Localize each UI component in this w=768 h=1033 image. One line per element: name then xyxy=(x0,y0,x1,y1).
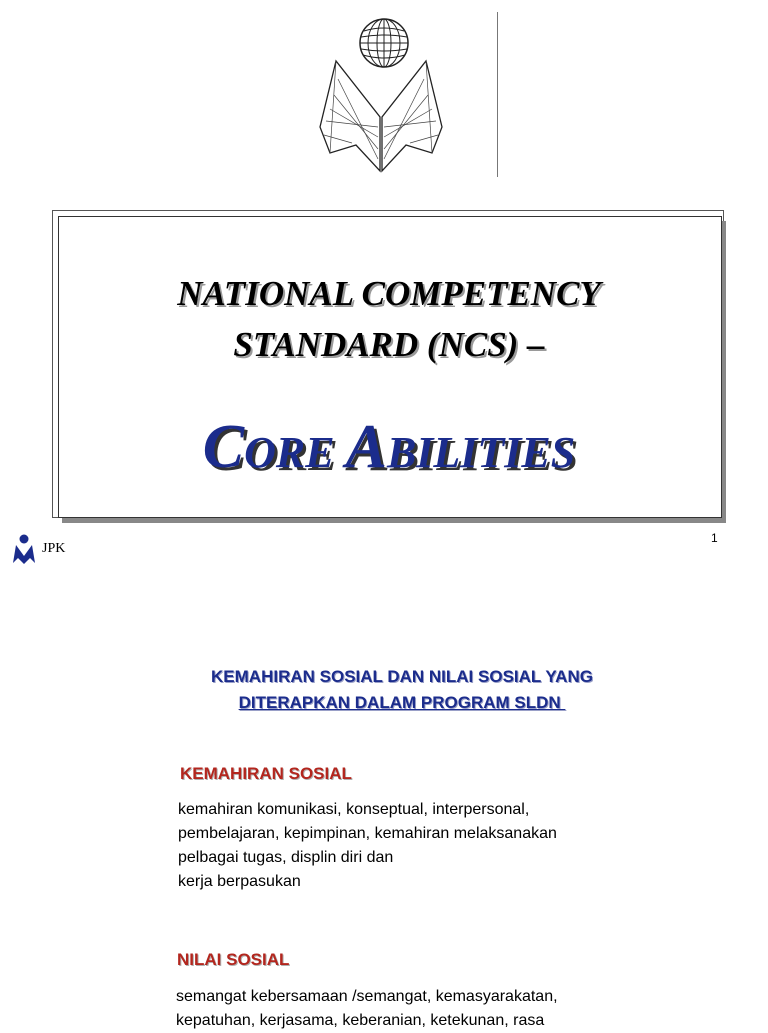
slide2-heading-line-1: KEMAHIRAN SOSIAL DAN NILAI SOSIAL YANG xyxy=(211,667,593,686)
core-abilities-title xyxy=(58,413,720,494)
body-line: kemahiran komunikasi, konseptual, interpersonal, xyxy=(178,801,530,818)
core-rest: ORE xyxy=(244,428,346,477)
slide2-heading-line-2: DITERAPKAN DALAM PROGRAM SLDN xyxy=(238,693,566,712)
body-line: pelbagai tugas, displin diri dan xyxy=(178,849,394,866)
vertical-divider xyxy=(497,12,498,177)
jpk-globe-logo-icon xyxy=(316,17,446,175)
footer-org: JPK xyxy=(42,541,66,556)
section-title-nilai: NILAI SOSIAL xyxy=(177,950,290,969)
section-title-kemahiran: KEMAHIRAN SOSIAL xyxy=(180,764,352,783)
title-line-1: NATIONAL COMPETENCY xyxy=(177,274,601,313)
section-body-nilai xyxy=(176,985,736,1033)
body-line: kepatuhan, kerjasama, keberanian, ketekunan, rasa xyxy=(176,1012,545,1029)
jpk-small-logo-icon xyxy=(12,534,36,565)
core-initial: C xyxy=(202,413,245,481)
body-line: semangat kebersamaan /semangat, kemasyarakatan, xyxy=(176,988,558,1005)
body-line: kerja berpasukan xyxy=(178,873,301,890)
section-body-kemahiran xyxy=(178,798,557,894)
abilities-initial: A xyxy=(345,413,387,481)
body-line: pembelajaran, kepimpinan, kemahiran melaksanakan xyxy=(178,825,557,842)
title-line-2: STANDARD (NCS) – xyxy=(233,325,545,364)
page-number: 1 xyxy=(711,531,718,545)
abilities-rest: BILITIES xyxy=(386,428,576,477)
